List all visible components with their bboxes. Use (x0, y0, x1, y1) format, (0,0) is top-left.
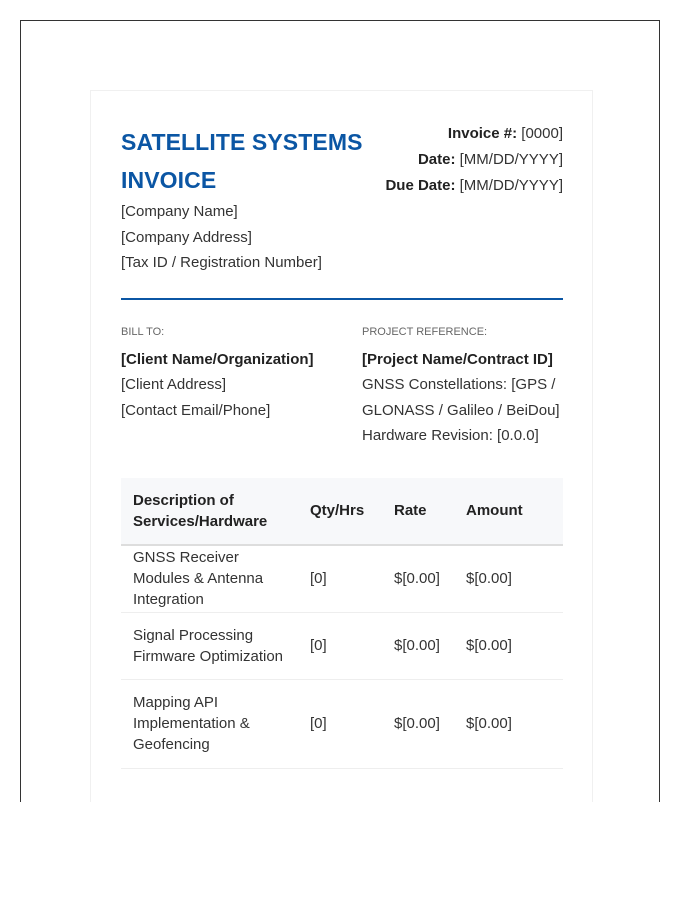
hardware-revision: Hardware Revision: [0.0.0] (362, 427, 539, 444)
column-header-amount: Amount (454, 478, 563, 545)
item-rate: $[0.00] (382, 545, 454, 613)
invoice-date-label: Date: (417, 151, 456, 168)
invoice-content (121, 121, 563, 769)
parties-section (121, 325, 563, 449)
due-date-value: [MM/DD/YYYY] (459, 177, 563, 194)
column-header-description: Description of Services/Hardware (121, 478, 298, 545)
item-amount: $[0.00] (454, 679, 563, 768)
table-row (121, 612, 563, 679)
invoice-number-label: Invoice #: (447, 125, 518, 142)
invoice-title: SATELLITE SYSTEMS INVOICE (121, 129, 363, 193)
item-amount: $[0.00] (454, 612, 563, 679)
item-qty: [0] (298, 545, 382, 613)
line-items-table (121, 478, 563, 769)
table-row (121, 545, 563, 613)
table-header-row (121, 478, 563, 545)
project-reference-heading: PROJECT REFERENCE: (362, 325, 488, 338)
bill-to-heading: BILL TO: (121, 325, 165, 338)
item-qty: [0] (298, 612, 382, 679)
company-address: [Company Address] (121, 228, 252, 246)
header-divider (121, 298, 563, 300)
bill-to-block (121, 325, 326, 449)
item-description: Mapping API Implementation & Geofencing (121, 679, 298, 768)
due-date-line (364, 173, 563, 199)
invoice-date-value: [MM/DD/YYYY] (459, 151, 563, 168)
client-address: [Client Address] (121, 376, 227, 393)
document-page (20, 20, 660, 802)
item-amount: $[0.00] (454, 545, 563, 613)
invoice-number-line (364, 121, 563, 147)
item-description: Signal Processing Firmware Optimization (121, 612, 298, 679)
company-name: [Company Name] (121, 203, 238, 220)
item-qty: [0] (298, 679, 382, 768)
client-name: [Client Name/Organization] (121, 350, 314, 368)
column-header-qty: Qty/Hrs (298, 478, 382, 545)
invoice-meta (364, 121, 563, 276)
item-description: GNSS Receiver Modules & Antenna Integration (121, 545, 298, 613)
invoice-sheet (90, 90, 593, 802)
invoice-header (121, 121, 563, 276)
invoice-date-line (364, 147, 563, 173)
item-rate: $[0.00] (382, 612, 454, 679)
column-header-rate: Rate (382, 478, 454, 545)
table-row (121, 679, 563, 768)
item-rate: $[0.00] (382, 679, 454, 768)
project-reference-block (362, 325, 563, 449)
client-contact: [Contact Email/Phone] (121, 401, 271, 419)
due-date-label: Due Date: (385, 177, 456, 194)
gnss-constellations: GNSS Constellations: [GPS / GLONASS / Galileo / BeiDou] (362, 376, 560, 419)
invoice-number-value: [0000] (521, 125, 563, 142)
company-tax-id: [Tax ID / Registration Number] (121, 254, 322, 271)
project-name: [Project Name/Contract ID] (362, 350, 553, 368)
company-block (121, 121, 364, 276)
